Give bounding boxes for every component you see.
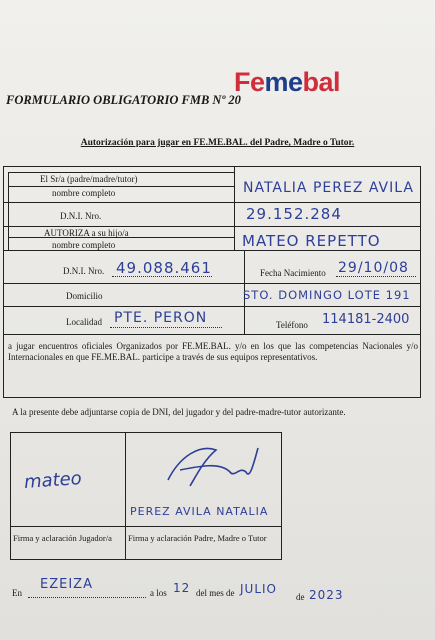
phone-label: Teléfono [276, 320, 308, 330]
label-divider [8, 172, 9, 250]
player-signature-label: Firma y aclaración Jugador/a [13, 533, 112, 543]
city-field: PTE. PERON [114, 310, 208, 326]
femebal-logo: Femebal [234, 67, 341, 97]
city-label: Localidad [66, 317, 102, 327]
parent-signature-label: Firma y aclaración Padre, Madre o Tutor [128, 533, 267, 543]
footer-de-label: de [296, 592, 305, 602]
footer-en-label: En [12, 588, 22, 598]
child-name-field: MATEO REPETTO [242, 232, 381, 250]
birth-date-field: 29/10/08 [338, 260, 409, 276]
footer-los-label: a los [150, 588, 167, 598]
parent-clarification: PEREZ AVILA NATALIA [130, 505, 269, 518]
child-dni-dotline [112, 276, 212, 277]
child-sublabel: nombre completo [52, 240, 116, 250]
signature-divider [125, 432, 126, 559]
parent-label: El Sr/a (padre/madre/tutor) [40, 174, 138, 184]
address-label: Domicilio [66, 291, 103, 301]
footer-month: JULIO [240, 582, 277, 596]
parent-signature [160, 436, 270, 496]
label-divider [8, 172, 234, 173]
form-table [3, 166, 421, 398]
row-divider [3, 226, 420, 227]
parent-dni-label: D.N.I. Nro. [60, 211, 102, 221]
place-dotline [28, 597, 146, 598]
child-dni-label: D.N.I. Nro. [63, 266, 105, 276]
row-divider [3, 283, 420, 284]
attachment-note: A la presente debe adjuntarse copia de DNI, del jugador y del padre-madre-tutor autorizante. [12, 407, 346, 417]
child-dni-field: 49.088.461 [116, 259, 212, 277]
city-dotline [110, 327, 222, 328]
authorization-text: a jugar encuentros oficiales Organizados por FE.ME.BAL. y/o en los que las competencias Nacionales y/o Internacionales en que FE.ME.BAL. participe a través de sus equipos representativos. [8, 341, 418, 362]
signature-base-line [10, 526, 281, 527]
row-divider [3, 306, 420, 307]
birth-label: Fecha Nacimiento [260, 268, 326, 278]
footer-place: EZEIZA [40, 577, 93, 592]
footer-year: 2023 [309, 588, 344, 602]
parent-sublabel: nombre completo [52, 188, 116, 198]
parent-name-field: NATALIA PEREZ AVILA [243, 180, 414, 196]
label-divider [8, 186, 234, 187]
birth-dotline [336, 276, 416, 277]
parent-dni-field: 29.152.284 [246, 205, 342, 223]
footer-day: 12 [173, 581, 191, 595]
authorize-label: AUTORIZA a su hijo/a [44, 228, 129, 238]
row-divider [3, 202, 420, 203]
row-divider [3, 334, 420, 335]
col-divider [234, 166, 235, 250]
form-subtitle: Autorización para jugar en FE.ME.BAL. del Padre, Madre o Tutor. [80, 138, 355, 148]
form-title: FORMULARIO OBLIGATORIO FMB Nº 20 [6, 93, 241, 107]
row-divider [3, 250, 420, 251]
player-signature: mateo [23, 468, 83, 493]
phone-field: 114181-2400 [322, 312, 410, 327]
address-field: STO. DOMINGO LOTE 191 [243, 288, 411, 302]
footer-mes-label: del mes de [196, 588, 235, 598]
